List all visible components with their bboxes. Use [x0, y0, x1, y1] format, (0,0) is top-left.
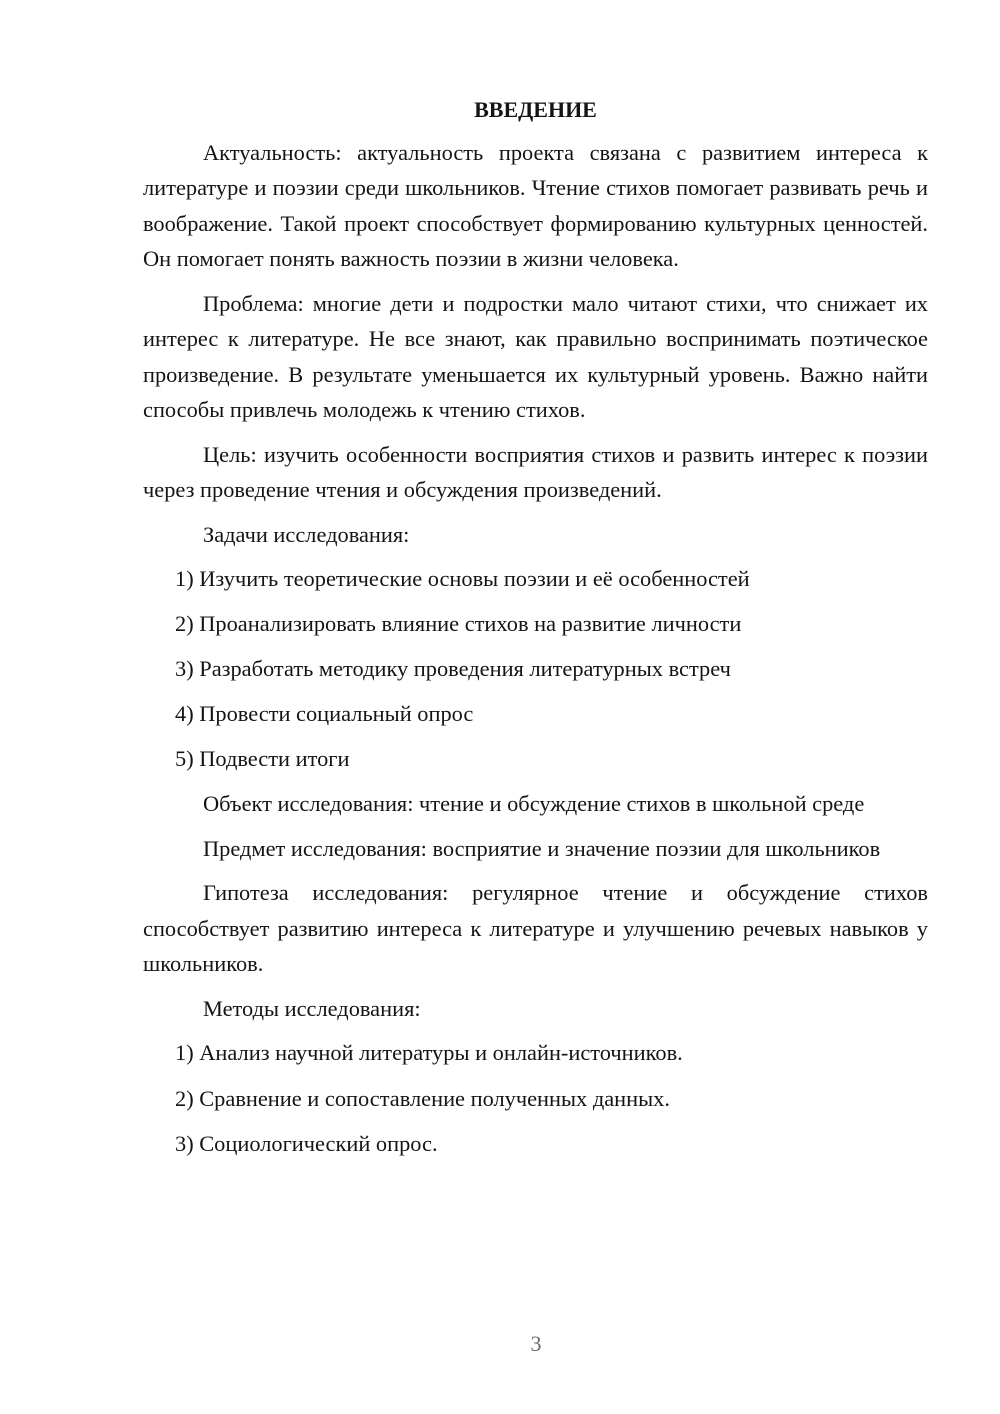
list-item: 4) Провести социальный опрос — [175, 701, 474, 727]
section-title: ВВЕДЕНИЕ — [474, 97, 597, 122]
list-item: 1) Анализ научной литературы и онлайн-источников. — [175, 1040, 683, 1066]
methods-heading: Методы исследования: — [203, 995, 421, 1021]
methods-list — [143, 1035, 928, 1161]
list-item: 3) Разработать методику проведения литературных встреч — [175, 656, 731, 682]
page-number: 3 — [530, 1331, 542, 1356]
list-item: 2) Сравнение и сопоставление полученных данных. — [175, 1085, 670, 1111]
goal-paragraph: Цель: изучить особенности восприятия стихов и развить интерес к поэзии через проведение чтения и обсуждения произведений. — [143, 441, 928, 502]
relevance-paragraph: Актуальность: актуальность проекта связана с развитием интереса к литературе и поэзии среди школьников. Чтение стихов помогает развивать речь и воображение. Такой проект способствует формированию культурных ценностей. Он помогает понять важность поэзии в жизни человека. — [143, 139, 928, 271]
subject-paragraph: Предмет исследования: восприятие и значение поэзии для школьников — [203, 835, 881, 861]
list-item: 2) Проанализировать влияние стихов на развитие личности — [175, 611, 742, 637]
tasks-heading: Задачи исследования: — [203, 521, 410, 547]
document-page — [143, 92, 928, 1171]
list-item: 1) Изучить теоретические основы поэзии и её особенностей — [175, 566, 750, 591]
tasks-list — [143, 561, 928, 777]
problem-paragraph: Проблема: многие дети и подростки мало читают стихи, что снижает их интерес к литературе. Не все знают, как правильно воспринимать поэтическое произведение. В результате уменьшается их культурный уровень. Важно найти способы привлечь молодежь к чтению стихов. — [143, 290, 928, 422]
hypothesis-paragraph: Гипотеза исследования: регулярное чтение и обсуждение стихов способствует развитию интереса к литературе и улучшению речевых навыков у школьников. — [143, 880, 928, 977]
list-item: 3) Социологический опрос. — [175, 1130, 438, 1156]
list-item: 5) Подвести итоги — [175, 746, 350, 772]
object-paragraph: Объект исследования: чтение и обсуждение стихов в школьной среде — [203, 791, 865, 817]
